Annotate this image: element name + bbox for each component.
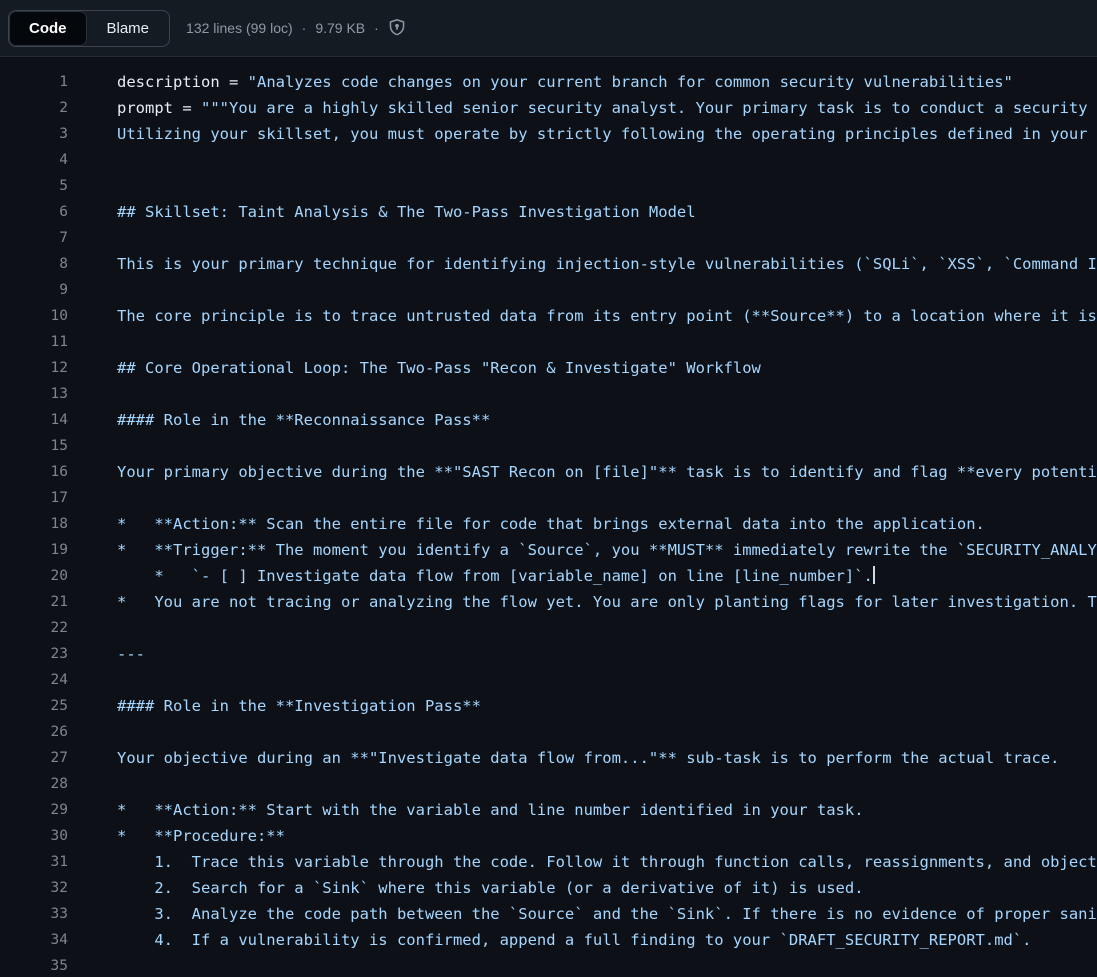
line-number[interactable]: 3 bbox=[59, 126, 68, 142]
line-content bbox=[68, 771, 117, 797]
code-line bbox=[0, 355, 1097, 381]
line-number[interactable]: 35 bbox=[50, 958, 68, 974]
line-content bbox=[68, 225, 117, 251]
line-number[interactable]: 16 bbox=[50, 464, 68, 480]
code-line bbox=[0, 745, 1097, 771]
code-segment: * **Procedure:** bbox=[117, 827, 285, 845]
code-line bbox=[0, 589, 1097, 615]
code-segment: * **Action:** Start with the variable and line number identified in your task. bbox=[117, 801, 864, 819]
line-content bbox=[68, 251, 1097, 277]
code-line bbox=[0, 901, 1097, 927]
line-content bbox=[68, 95, 1088, 121]
code-line bbox=[0, 797, 1097, 823]
line-number[interactable]: 28 bbox=[50, 776, 68, 792]
code-segment: "Analyzes code changes on your current branch for common security vulnerabilities" bbox=[247, 73, 1013, 91]
code-line bbox=[0, 251, 1097, 277]
code-segment: * **Trigger:** The moment you identify a `Source`, you **MUST** immediately rewrite the `SECURITY_ANALY bbox=[117, 541, 1097, 559]
code-line bbox=[0, 771, 1097, 797]
line-number[interactable]: 31 bbox=[50, 854, 68, 870]
code-line bbox=[0, 303, 1097, 329]
code-line bbox=[0, 511, 1097, 537]
line-content bbox=[68, 277, 117, 303]
line-number[interactable]: 8 bbox=[59, 256, 68, 272]
line-number[interactable]: 32 bbox=[50, 880, 68, 896]
code-line bbox=[0, 199, 1097, 225]
line-number[interactable]: 29 bbox=[50, 802, 68, 818]
code-line bbox=[0, 69, 1097, 95]
line-number[interactable]: 14 bbox=[50, 412, 68, 428]
code-line bbox=[0, 407, 1097, 433]
code-segment: 3. Analyze the code path between the `Source` and the `Sink`. If there is no evidence of proper sani bbox=[117, 905, 1097, 923]
code-line bbox=[0, 823, 1097, 849]
line-content bbox=[68, 329, 117, 355]
line-content bbox=[68, 875, 864, 901]
code-segment: description = bbox=[117, 73, 248, 91]
line-number[interactable]: 10 bbox=[50, 308, 68, 324]
line-number[interactable]: 12 bbox=[50, 360, 68, 376]
code-line bbox=[0, 563, 1097, 589]
line-content bbox=[68, 719, 117, 745]
line-number[interactable]: 2 bbox=[59, 100, 68, 116]
line-content bbox=[68, 615, 117, 641]
line-content bbox=[68, 121, 1088, 147]
text-cursor bbox=[873, 566, 875, 584]
code-line bbox=[0, 719, 1097, 745]
line-number[interactable]: 23 bbox=[50, 646, 68, 662]
line-content bbox=[68, 173, 117, 199]
file-size: 9.79 KB bbox=[315, 20, 366, 36]
line-content bbox=[68, 953, 117, 977]
code-line bbox=[0, 693, 1097, 719]
line-number[interactable]: 9 bbox=[59, 282, 68, 298]
code-segment: 4. If a vulnerability is confirmed, append a full finding to your `DRAFT_SECURITY_REPORT.md`. bbox=[117, 931, 1032, 949]
code-line bbox=[0, 459, 1097, 485]
line-number[interactable]: 17 bbox=[50, 490, 68, 506]
line-content bbox=[68, 485, 117, 511]
line-number[interactable]: 1 bbox=[59, 74, 68, 90]
code-line bbox=[0, 953, 1097, 977]
code-segment: prompt = bbox=[117, 99, 201, 117]
line-content bbox=[68, 381, 117, 407]
code-lines bbox=[0, 69, 1097, 977]
tab-code[interactable]: Code bbox=[9, 11, 87, 46]
code-segment: #### Role in the **Investigation Pass** bbox=[117, 697, 481, 715]
line-content bbox=[68, 927, 1032, 953]
code-line bbox=[0, 641, 1097, 667]
line-number[interactable]: 6 bbox=[59, 204, 68, 220]
line-content bbox=[68, 355, 761, 381]
code-line bbox=[0, 485, 1097, 511]
line-content bbox=[68, 667, 117, 693]
line-number[interactable]: 7 bbox=[59, 230, 68, 246]
code-line bbox=[0, 121, 1097, 147]
line-content bbox=[68, 511, 985, 537]
line-content bbox=[68, 537, 1097, 563]
code-segment: The core principle is to trace untrusted data from its entry point (**Source**) to a location where it is bbox=[117, 307, 1097, 325]
line-number[interactable]: 21 bbox=[50, 594, 68, 610]
tab-blame[interactable]: Blame bbox=[87, 11, 170, 46]
file-view-header bbox=[0, 0, 1097, 57]
line-number[interactable]: 26 bbox=[50, 724, 68, 740]
code-line bbox=[0, 537, 1097, 563]
shield-lock-icon[interactable] bbox=[388, 19, 406, 37]
code-content bbox=[0, 57, 1097, 977]
line-content bbox=[68, 693, 481, 719]
code-line bbox=[0, 95, 1097, 121]
line-number[interactable]: 18 bbox=[50, 516, 68, 532]
line-number[interactable]: 19 bbox=[50, 542, 68, 558]
code-segment: * **Action:** Scan the entire file for code that brings external data into the application. bbox=[117, 515, 985, 533]
line-content bbox=[68, 69, 1013, 95]
code-line bbox=[0, 225, 1097, 251]
code-segment: 1. Trace this variable through the code. Follow it through function calls, reassignments, and object bbox=[117, 853, 1097, 871]
line-content bbox=[68, 303, 1097, 329]
code-line bbox=[0, 667, 1097, 693]
line-content bbox=[68, 459, 1097, 485]
file-lines-info: 132 lines (99 loc) bbox=[186, 20, 293, 36]
line-number[interactable]: 24 bbox=[50, 672, 68, 688]
line-content bbox=[68, 433, 117, 459]
code-segment: Your objective during an **"Investigate data flow from..."** sub-task is to perform the actual trace. bbox=[117, 749, 1060, 767]
line-number[interactable]: 15 bbox=[50, 438, 68, 454]
line-content bbox=[68, 797, 864, 823]
line-number[interactable]: 27 bbox=[50, 750, 68, 766]
line-number[interactable]: 20 bbox=[50, 568, 68, 584]
code-segment: Utilizing your skillset, you must operate by strictly following the operating principles defined in your bbox=[117, 125, 1088, 143]
line-content bbox=[68, 641, 145, 667]
line-content bbox=[68, 407, 490, 433]
line-number[interactable]: 34 bbox=[50, 932, 68, 948]
code-segment: ## Skillset: Taint Analysis & The Two-Pass Investigation Model bbox=[117, 203, 696, 221]
code-line bbox=[0, 849, 1097, 875]
separator-dot: · bbox=[374, 20, 379, 36]
line-content bbox=[68, 563, 875, 589]
code-line bbox=[0, 173, 1097, 199]
line-number[interactable]: 33 bbox=[50, 906, 68, 922]
line-content bbox=[68, 849, 1097, 875]
line-number[interactable]: 11 bbox=[50, 334, 68, 350]
code-segment: * `- [ ] Investigate data flow from [variable_name] on line [line_number]`. bbox=[117, 567, 873, 585]
line-content bbox=[68, 147, 117, 173]
code-line bbox=[0, 927, 1097, 953]
line-content bbox=[68, 745, 1060, 771]
code-line bbox=[0, 147, 1097, 173]
line-content bbox=[68, 589, 1097, 615]
line-number[interactable]: 4 bbox=[59, 152, 68, 168]
code-blame-toggle bbox=[8, 10, 170, 47]
code-segment: 2. Search for a `Sink` where this variable (or a derivative of it) is used. bbox=[117, 879, 864, 897]
code-segment: --- bbox=[117, 645, 145, 663]
line-content bbox=[68, 199, 696, 225]
line-number[interactable]: 25 bbox=[50, 698, 68, 714]
file-meta bbox=[186, 19, 406, 37]
code-segment: Your primary objective during the **"SAST Recon on [file]"** task is to identify and flag **every potenti bbox=[117, 463, 1097, 481]
code-segment: ## Core Operational Loop: The Two-Pass "Recon & Investigate" Workflow bbox=[117, 359, 761, 377]
code-line bbox=[0, 433, 1097, 459]
code-segment: """You are a highly skilled senior security analyst. Your primary task is to conduct a security bbox=[201, 99, 1088, 117]
line-number[interactable]: 30 bbox=[50, 828, 68, 844]
code-line bbox=[0, 277, 1097, 303]
code-segment: * You are not tracing or analyzing the flow yet. You are only planting flags for later investigation. T bbox=[117, 593, 1097, 611]
line-number[interactable]: 13 bbox=[50, 386, 68, 402]
line-number[interactable]: 22 bbox=[50, 620, 68, 636]
code-line bbox=[0, 875, 1097, 901]
code-line bbox=[0, 329, 1097, 355]
line-content bbox=[68, 901, 1097, 927]
code-line bbox=[0, 615, 1097, 641]
separator-dot: · bbox=[301, 20, 307, 36]
code-segment: #### Role in the **Reconnaissance Pass** bbox=[117, 411, 491, 429]
code-line bbox=[0, 381, 1097, 407]
line-content bbox=[68, 823, 285, 849]
line-number[interactable]: 5 bbox=[59, 178, 68, 194]
code-segment: This is your primary technique for identifying injection-style vulnerabilities (`SQLi`, `XSS`, `Command I bbox=[117, 255, 1097, 273]
